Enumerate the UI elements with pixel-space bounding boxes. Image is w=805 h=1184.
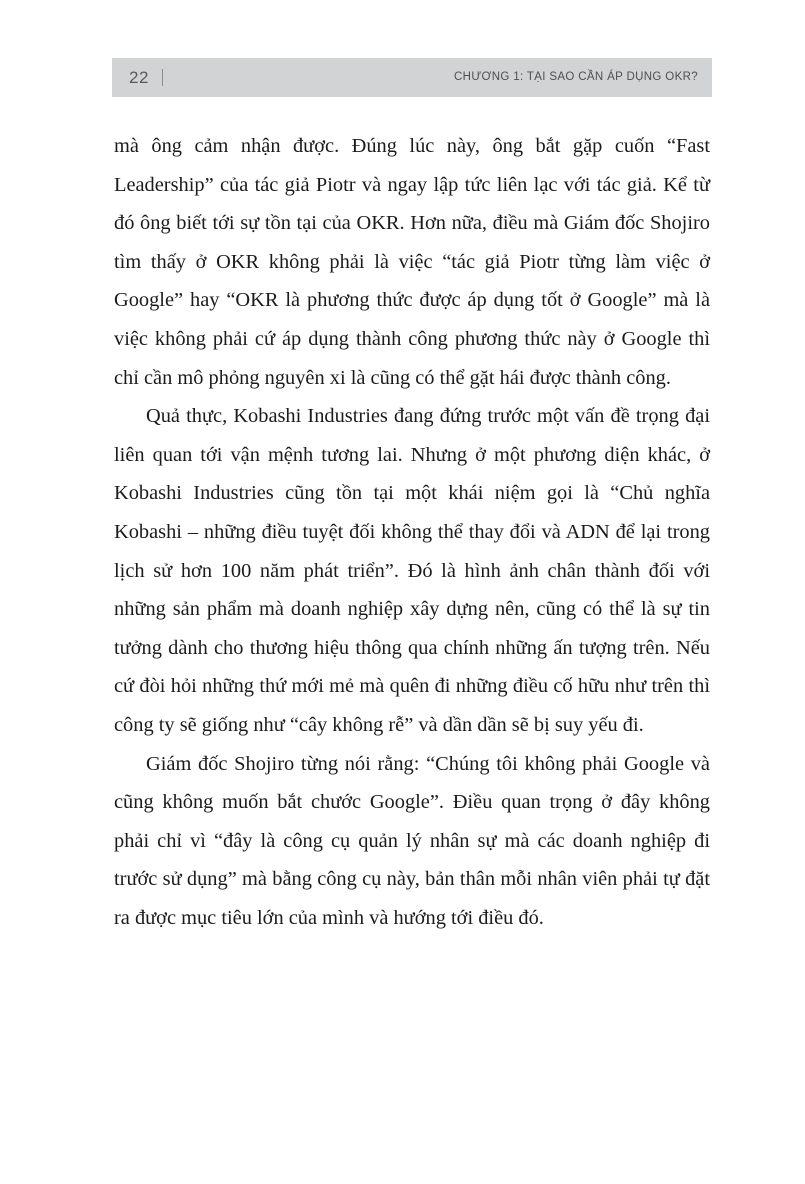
body-paragraph: mà ông cảm nhận được. Đúng lúc này, ông bắt gặp cuốn “Fast Leadership” của tác giả Piotr và ngay lập tức liên lạc với tác giả. Kể từ đó ông biết tới sự tồn tại của OKR. Hơn nữa, điều mà Giám đốc Shojiro tìm thấy ở OKR không phải là việc “tác giả Piotr từng làm việc ở Google” hay “OKR là phương thức được áp dụng tốt ở Google” mà là việc không phải cứ áp dụng thành công phương thức này ở Google thì chỉ cần mô phỏng nguyên xi là cũng có thể gặt hái được thành công. [114,135,710,389]
chapter-running-head: CHƯƠNG 1: TẠI SAO CẦN ÁP DỤNG OKR? [454,70,698,83]
folio-group [129,58,163,97]
running-header [112,58,712,97]
folio-divider-rule [162,69,163,86]
body-paragraph: Quả thực, Kobashi Industries đang đứng trước một vấn đề trọng đại liên quan tới vận mệnh tương lai. Nhưng ở một phương diện khác, ở Kobashi Industries cũng tồn tại một khái niệm gọi là “Chủ nghĩa Kobashi – những điều tuyệt đối không thể thay đổi và ADN để lại trong lịch sử hơn 100 năm phát triển”. Đó là hình ảnh chân thành đối với những sản phẩm mà doanh nghiệp xây dựng nên, cũng có thể là sự tin tưởng dành cho thương hiệu thông qua chính những ấn tượng trên. Nếu cứ đòi hỏi những thứ mới mẻ mà quên đi những điều cố hữu như trên thì công ty sẽ giống như “cây không rễ” và dần dần sẽ bị suy yếu đi. [114,405,710,736]
body-text-column [114,127,710,937]
page-number: 22 [129,68,149,87]
body-paragraph: Giám đốc Shojiro từng nói rằng: “Chúng tôi không phải Google và cũng không muốn bắt chước Google”. Điều quan trọng ở đây không phải chỉ vì “đây là công cụ quản lý nhân sự mà các doanh nghiệp đi trước sử dụng” mà bằng công cụ này, bản thân mỗi nhân viên phải tự đặt ra được mục tiêu lớn của mình và hướng tới điều đó. [114,752,710,929]
